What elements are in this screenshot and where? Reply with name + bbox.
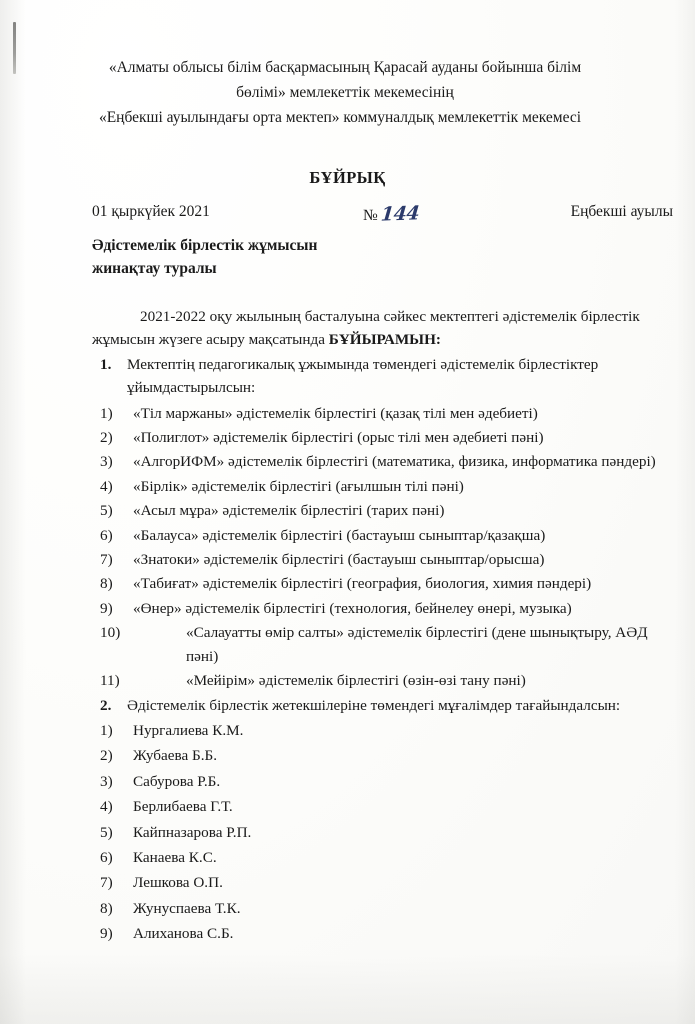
list-item (100, 897, 670, 920)
list-item (100, 744, 670, 767)
list-item-text: «Балауса» әдістемелік бірлестігі (бастауыш сыныптар/қазақша) (133, 526, 546, 544)
list-item-text: «Салауатты өмір салты» әдістемелік бірлестігі (дене шынықтыру, АӘД пәні) (186, 624, 648, 665)
section-1-marker: 1. (100, 355, 112, 373)
list-item (100, 450, 670, 473)
list-item (100, 572, 670, 595)
document-subject (92, 234, 422, 280)
list-item-marker: 2) (100, 747, 113, 765)
scan-shadow-left (0, 0, 26, 1024)
list-item (100, 821, 670, 844)
list-item-text: «Өнер» әдістемелік бірлестігі (технология, бейнелеу өнері, музыка) (133, 599, 572, 617)
list-item-text: «Бірлік» әдістемелік бірлестігі (ағылшын тілі пәні) (133, 477, 464, 495)
letterhead-line-1: «Алматы облысы білім басқармасының Қарасай ауданы бойынша білім (108, 59, 582, 76)
document-body (92, 305, 670, 946)
list-item-text: «Тіл маржаны» әдістемелік бірлестігі (қазақ тілі мен әдебиеті) (133, 404, 538, 422)
list-item-marker: 11) (100, 672, 120, 690)
list-item (100, 621, 670, 668)
document-title: БҰЙРЫҚ (309, 168, 386, 187)
list-item (100, 426, 670, 449)
list-item (100, 402, 670, 425)
list-item (100, 871, 670, 894)
list-item-marker: 4) (100, 798, 113, 816)
list-item-text: Нургалиева К.М. (133, 721, 244, 739)
list-item-marker: 1) (100, 721, 113, 739)
list-item-text: Алиханова С.Б. (133, 925, 234, 943)
scan-shadow-right (675, 0, 695, 1024)
list-item-marker: 4) (100, 477, 113, 495)
list-item-text: «Табиғат» әдістемелік бірлестігі (география, биология, химия пәндері) (133, 575, 592, 593)
scan-shadow-bottom (0, 954, 695, 1024)
section-2 (92, 694, 670, 946)
list-item-text: «Асыл мұра» әдістемелік бірлестігі (тарих пәні) (133, 502, 445, 520)
list-item-text: Канаева К.С. (133, 848, 217, 866)
list-item (100, 597, 670, 620)
section-2-text: Әдістемелік бірлестік жетекшілеріне төмендегі мұғалімдер тағайындалсын: (127, 696, 621, 714)
intro-paragraph (92, 305, 670, 352)
section-2-marker: 2. (100, 696, 112, 714)
list-item (100, 795, 670, 818)
list-item-marker: 1) (100, 404, 113, 422)
section-2-items (100, 719, 670, 946)
list-item (100, 475, 670, 498)
section-1 (92, 353, 670, 693)
document-date: 01 қыркүйек 2021 (92, 203, 210, 220)
list-item (100, 499, 670, 522)
list-item-marker: 3) (100, 453, 113, 471)
list-item-marker: 2) (100, 429, 113, 447)
list-item-marker: 7) (100, 551, 113, 569)
list-item-text: Сабурова Р.Б. (133, 772, 221, 790)
list-item-text: Берлибаева Г.Т. (133, 798, 233, 816)
list-item-text: Жунуспаева Т.К. (133, 899, 241, 917)
letterhead-line-3: «Еңбекші ауылындағы орта мектеп» коммуналдық мемлекеттік мекемесі (98, 109, 582, 126)
intro-text: 2021-2022 оқу жылының басталуына сәйкес мектептегі әдістемелік бірлестік жұмысын жүзеге асыру мақсатында (92, 308, 640, 349)
list-item-text: «Мейірім» әдістемелік бірлестігі (өзін-өзі тану пәні) (186, 672, 526, 690)
list-item-marker: 9) (100, 925, 113, 943)
letterhead (95, 55, 595, 130)
list-item-text: Лешкова О.П. (133, 874, 223, 892)
number-sign: № (363, 207, 378, 224)
list-item (100, 524, 670, 547)
list-item (100, 846, 670, 869)
list-item-marker: 7) (100, 874, 113, 892)
list-item-text: Кайпназарова Р.П. (133, 823, 252, 841)
list-item-marker: 10) (100, 624, 121, 642)
list-item (100, 770, 670, 793)
section-1-items (100, 402, 670, 693)
handwritten-number-value: 144 (379, 202, 421, 226)
letterhead-line-2: бөлімі» мемлекеттік мекемесінің (236, 84, 454, 101)
list-item-marker: 9) (100, 599, 113, 617)
list-item-marker: 8) (100, 575, 113, 593)
list-item (100, 719, 670, 742)
order-keyword: БҰЙЫРАМЫН: (328, 331, 441, 349)
list-item-text: «Полиглот» әдістемелік бірлестігі (орыс тілі мен әдебиеті пәні) (133, 429, 544, 447)
document-meta-row (0, 203, 695, 229)
list-item-text: Жубаева Б.Б. (133, 747, 218, 765)
sections-list (92, 353, 670, 946)
list-item (100, 548, 670, 571)
list-item-marker: 5) (100, 823, 113, 841)
list-item-marker: 6) (100, 526, 113, 544)
subject-line-2: жинақтау туралы (92, 260, 217, 277)
list-item-marker: 6) (100, 848, 113, 866)
list-item-text: «АлгорИФМ» әдістемелік бірлестігі (математика, физика, информатика пәндері) (133, 453, 656, 471)
list-item-text: «Знатоки» әдістемелік бірлестігі (бастауыш сыныптар/орысша) (133, 551, 545, 569)
section-1-text: Мектептің педагогикалық ұжымында төмендегі әдістемелік бірлестіктер ұйымдастырылсын: (127, 355, 599, 397)
binding-mark (13, 22, 16, 74)
subject-line-1: Әдістемелік бірлестік жұмысын (92, 237, 318, 254)
list-item (100, 922, 670, 945)
list-item (100, 669, 670, 692)
document-place: Еңбекші ауылы (570, 203, 673, 220)
document-number (363, 203, 419, 225)
list-item-marker: 5) (100, 502, 113, 520)
list-item-marker: 3) (100, 772, 113, 790)
list-item-marker: 8) (100, 899, 113, 917)
